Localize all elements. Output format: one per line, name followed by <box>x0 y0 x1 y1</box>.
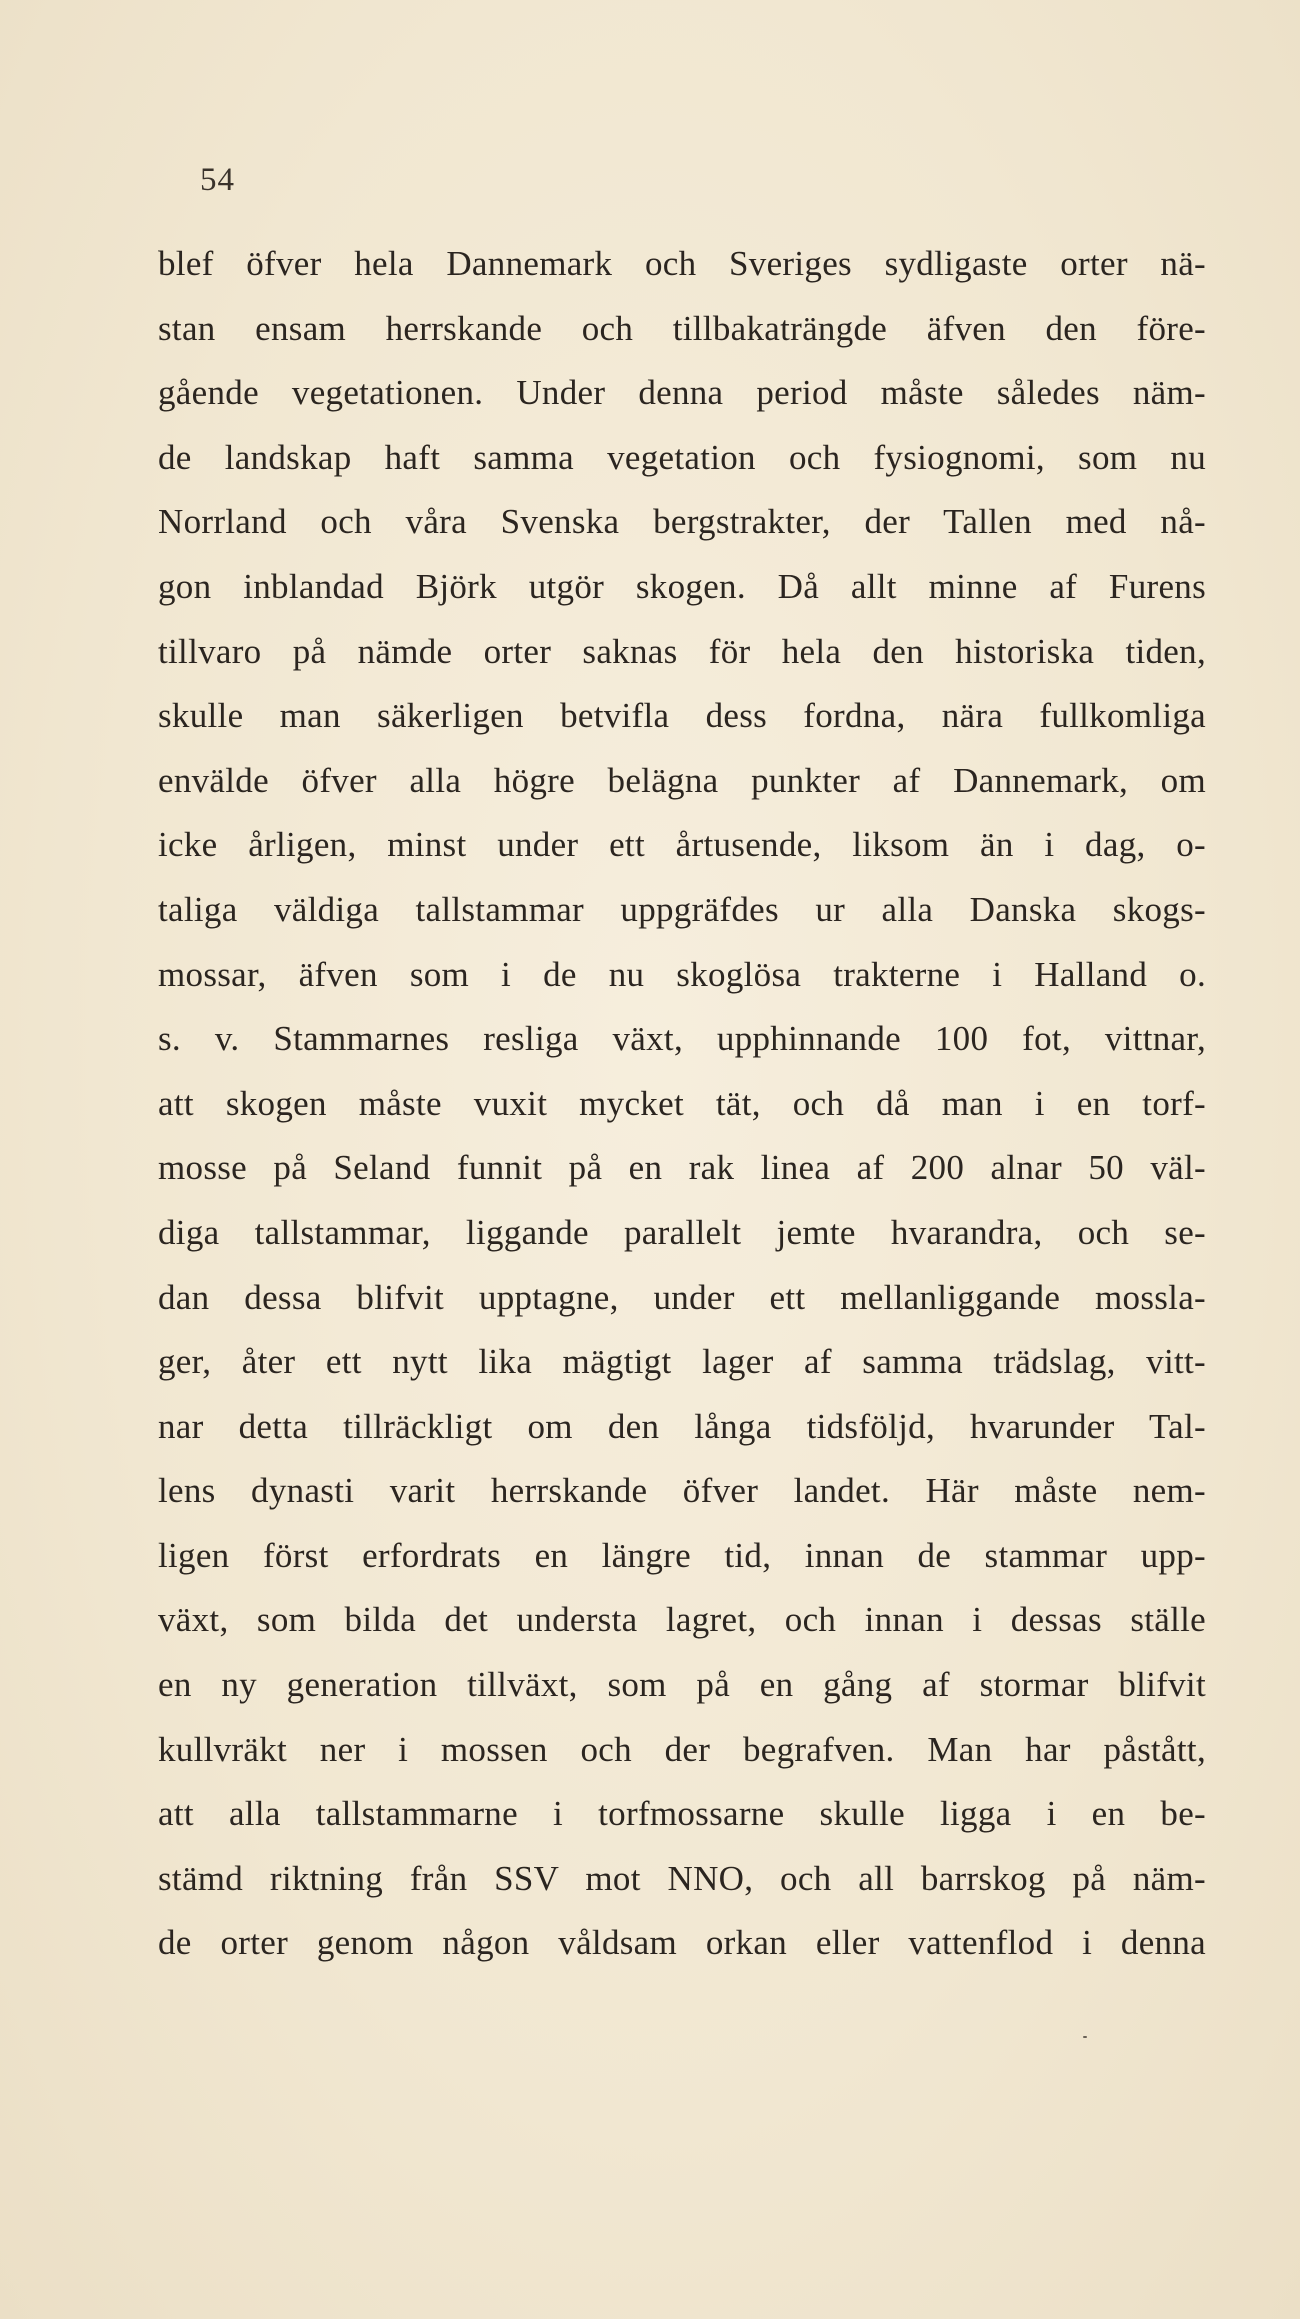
text-line: blef öfver hela Dannemark och Sveriges sydligaste orter nä- <box>158 244 1206 283</box>
text-line: lens dynasti varit herrskande öfver landet. Här måste nem- <box>158 1471 1206 1511</box>
text-line: envälde öfver alla högre belägna punkter af Dannemark, om <box>158 760 1206 800</box>
text-line: ligen först erfordrats en längre tid, innan de stammar upp- <box>158 1535 1206 1575</box>
text-line: kullvräkt ner i mossen och der begrafven. Man har påstått, <box>158 1729 1206 1769</box>
body-text <box>158 232 1206 1976</box>
page-number: 54 <box>200 162 235 198</box>
text-line: en ny generation tillväxt, som på en gång af stormar blifvit <box>158 1665 1206 1705</box>
text-line: Norrland och våra Svenska bergstrakter, der Tallen med nå- <box>158 502 1206 542</box>
text-line: de landskap haft samma vegetation och fysiognomi, som nu <box>158 437 1206 477</box>
text-line: s. v. Stammarnes resliga växt, upphinnande 100 fot, vittnar, <box>158 1019 1206 1059</box>
print-speck <box>1083 2036 1087 2038</box>
text-line: stämd riktning från SSV mot NNO, och all barrskog på näm- <box>158 1858 1206 1898</box>
text-line: gående vegetationen. Under denna period måste således näm- <box>158 373 1206 413</box>
text-line: att skogen måste vuxit mycket tät, och då man i en torf- <box>158 1083 1206 1123</box>
text-line: taliga väldiga tallstammar uppgräfdes ur alla Danska skogs- <box>158 889 1206 929</box>
text-line: icke årligen, minst under ett årtusende, liksom än i dag, o- <box>158 825 1206 865</box>
text-line: stan ensam herrskande och tillbakaträngde äfven den före- <box>158 308 1206 348</box>
text-line: de orter genom någon våldsam orkan eller vattenflod i denna <box>158 1923 1206 1963</box>
text-line: nar detta tillräckligt om den långa tidsföljd, hvarunder Tal- <box>158 1406 1206 1446</box>
text-line: dan dessa blifvit upptagne, under ett mellanliggande mossla- <box>158 1277 1206 1317</box>
text-line: växt, som bilda det understa lagret, och innan i dessas ställe <box>158 1600 1206 1640</box>
text-line: mosse på Seland funnit på en rak linea af 200 alnar 50 väl- <box>158 1148 1206 1188</box>
text-line: diga tallstammar, liggande parallelt jemte hvarandra, och se- <box>158 1212 1206 1252</box>
text-line: gon inblandad Björk utgör skogen. Då allt minne af Furens <box>158 566 1206 606</box>
text-line: skulle man säkerligen betvifla dess fordna, nära fullkomliga <box>158 696 1206 736</box>
text-line: mossar, äfven som i de nu skoglösa trakterne i Halland o. <box>158 954 1206 994</box>
text-line: att alla tallstammarne i torfmossarne skulle ligga i en be- <box>158 1794 1206 1834</box>
text-line: ger, åter ett nytt lika mägtigt lager af samma trädslag, vitt- <box>158 1342 1206 1382</box>
text-line: tillvaro på nämde orter saknas för hela den historiska tiden, <box>158 631 1206 671</box>
